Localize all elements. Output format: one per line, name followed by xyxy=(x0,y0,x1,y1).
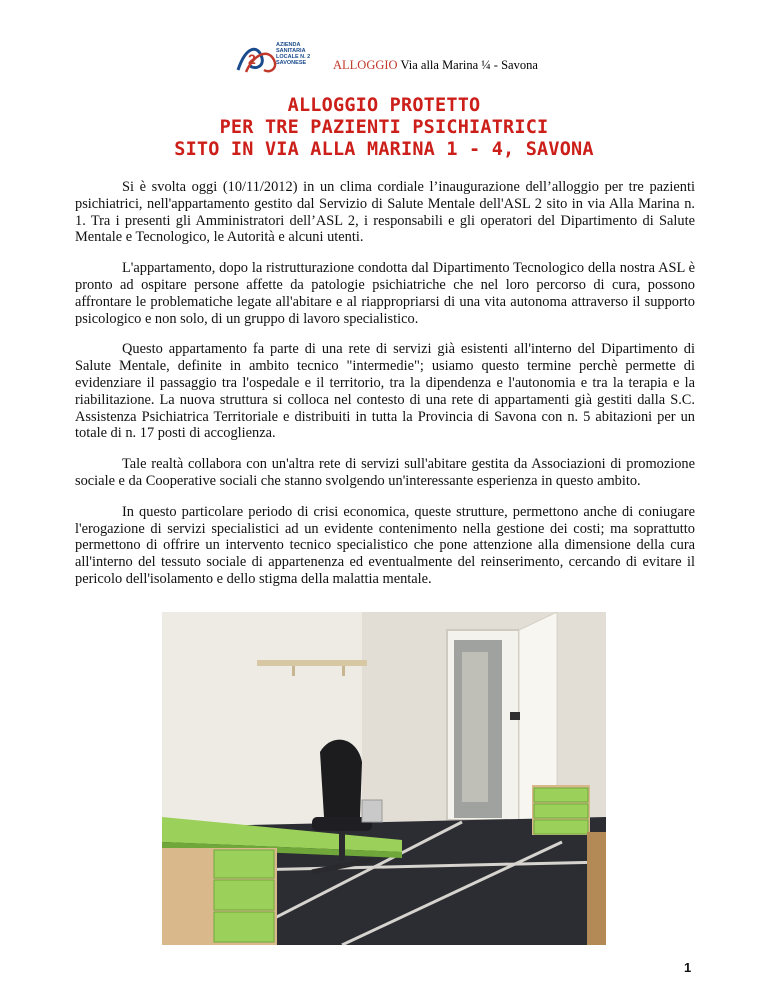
svg-text:2: 2 xyxy=(248,51,256,67)
paragraph: L'appartamento, dopo la ristrutturazione condotta dal Dipartimento Tecnologico della nostra ASL è pronto ad ospitare persone affette da patologie psichiatriche che nel loro percorso di cura, possono affrontare le problematiche legate all'abitare e al riappropriarsi di una vita autonoma attraverso il supporto psicologico e non solo, di un gruppo di lavoro specialistico. xyxy=(75,260,695,327)
page-number: 1 xyxy=(684,960,692,975)
paragraph: Tale realtà collabora con un'altra rete di servizi sull'abitare gestita da Associazioni di promozione sociale e da Cooperative sociali che stanno svolgendo un'interessante esperienza in questo ambito. xyxy=(75,456,695,489)
logo-text: AZIENDA SANITARIA LOCALE N. 2 SAVONESE xyxy=(276,42,311,66)
title-line-1: ALLOGGIO PROTETTO xyxy=(287,95,481,116)
paragraph: In questo particolare periodo di crisi economica, queste strutture, permettono anche di coniugare l'erogazione di servizi specialistici ad un evidente contenimento nella gestione dei costi; ma soprattutto permettono di offrire un intervento tecnico specialistico che pone attenzione alla dimensione della cura all'interno del tessuto sociale di appartenenza ed eventualmente del reinserimento, cercando di evitare il pericolo dell'isolamento e dello stigma della malattia mentale. xyxy=(75,503,695,587)
header-title-accent: ALLOGGIO xyxy=(333,58,398,72)
title-line-3: SITO IN VIA ALLA MARINA 1 - 4, SAVONA xyxy=(174,139,594,160)
header-title xyxy=(333,58,538,73)
header-title-rest: Via alla Marina ¼ - Savona xyxy=(397,58,538,72)
page-header xyxy=(0,38,768,78)
article-body xyxy=(75,179,695,602)
paragraph: Si è svolta oggi (10/11/2012) in un clima cordiale l’inaugurazione dell’alloggio per tre pazienti psichiatrici, nell'appartamento gestito dal Servizio di Salute Mentale dell'ASL 2 sito in via Alla Marina n. 1. Tra i presenti gli Amministratori dell’ASL 2, i responsabili e gli operatori del Dipartimento di Salute Mentale e Tecnologico, le Autorità e alcuni utenti. xyxy=(75,179,695,246)
title-line-2: PER TRE PAZIENTI PSICHIATRICI xyxy=(219,117,549,138)
paragraph: Questo appartamento fa parte di una rete di servizi già esistenti all'interno del Dipartimento di Salute Mentale, definite in ambito tecnico "intermedie"; usiamo questo termine perchè permette di evidenziare il passaggio tra l'ospedale e il territorio, tra la dipendenza e l'autonomia e tra la terapia e la riabilitazione. La nuova struttura si colloca nel contesto di una rete di appartamenti già gestiti dalla S.C. Assistenza Psichiatrica Territoriale e distribuiti in tutta la Provincia di Savona con n. 5 abitazioni per un totale di n. 17 posti di accoglienza. xyxy=(75,341,695,442)
room-photo xyxy=(162,612,606,945)
document-title xyxy=(0,95,768,161)
